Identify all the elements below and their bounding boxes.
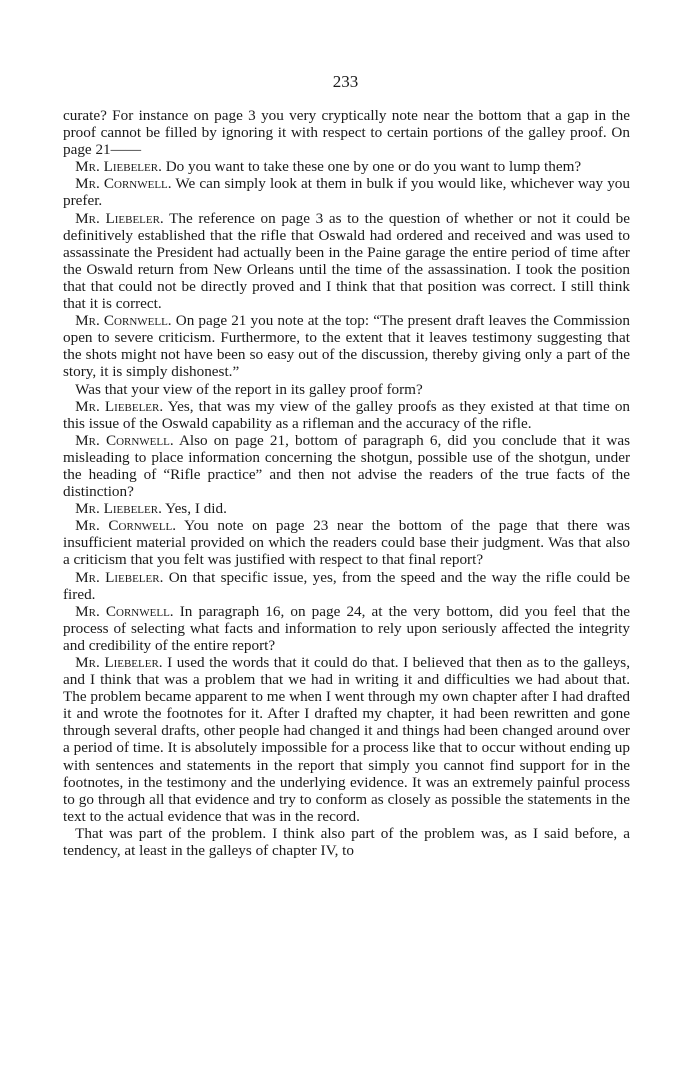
- body-text: [63, 107, 630, 859]
- speaker-label: Mr. Cornwell.: [75, 517, 177, 535]
- paragraph: [63, 569, 630, 603]
- paragraph: [63, 603, 630, 654]
- paragraph: [63, 517, 630, 568]
- paragraph: [63, 654, 630, 825]
- paragraph: [63, 825, 630, 859]
- paragraph-text: You note on page 23 near the bottom of the page that there was insufficient material provided on which the readers could base their judgment. Was that also a criticism that you felt was justified with respect to that final report?: [63, 517, 630, 569]
- speaker-label: Mr. Cornwell.: [75, 312, 172, 330]
- paragraph-text: Was that your view of the report in its galley proof form?: [75, 380, 423, 398]
- paragraph: [63, 175, 630, 209]
- speaker-label: Mr. Cornwell.: [75, 431, 174, 449]
- paragraph-text: The reference on page 3 as to the question of whether or not it could be definitively established that the rifle that Oswald had ordered and received and was used to assassinate the President had actually been in the Paine garage the entire period of time after the Oswald return from New Orleans until the time of the assassination. I took the position that that could not be directly proved and I think that that position was correct. I still think that it is correct.: [63, 209, 630, 313]
- speaker-label: Mr. Liebeler.: [75, 397, 164, 415]
- paragraph: [63, 210, 630, 313]
- page-number: 233: [332, 72, 359, 91]
- speaker-label: Mr. Liebeler.: [75, 568, 164, 586]
- paragraph: [63, 432, 630, 500]
- paragraph-text: That was part of the problem. I think also part of the problem was, as I said before, a tendency, at least in the galleys of chapter IV, to: [63, 824, 630, 860]
- paragraph-text: We can simply look at them in bulk if you would like, whichever way you prefer.: [63, 175, 630, 210]
- speaker-label: Mr. Liebeler.: [75, 500, 162, 518]
- paragraph-text: On that specific issue, yes, from the speed and the way the rifle could be fired.: [63, 568, 631, 603]
- speaker-label: Mr. Cornwell.: [75, 602, 174, 620]
- paragraph-text: In paragraph 16, on page 24, at the very bottom, did you feel that the process of selecting what facts and information to rely upon seriously affected the integrity and credibility of the entire report?: [63, 602, 630, 654]
- paragraph: [63, 107, 630, 158]
- paragraph: [63, 381, 630, 398]
- paragraph-text: On page 21 you note at the top: “The present draft leaves the Commission open to severe criticism. Furthermore, to the extent that it leaves testimony suggesting that the shots might not have been so easy out of the discussion, thereby giving only a part of the story, it is simply dishonest.”: [63, 312, 630, 381]
- paragraph-text: Yes, that was my view of the galley proofs as they existed at that time on this issue of the Oswald capability as a rifleman and the accuracy of the rifle.: [63, 397, 631, 432]
- paragraph-text: Also on page 21, bottom of paragraph 6, did you conclude that it was misleading to place information concerning the shotgun, possible use of the shotgun, under the heading of “Rifle practice” and then not advise the readers of the true facts of the distinction?: [63, 431, 630, 501]
- paragraph: [63, 500, 630, 517]
- paragraph: [63, 312, 630, 380]
- speaker-label: Mr. Liebeler.: [75, 158, 162, 176]
- speaker-label: Mr. Liebeler.: [75, 209, 164, 227]
- paragraph-text: curate? For instance on page 3 you very cryptically note near the bottom that a gap in the proof cannot be filled by ignoring it with respect to certain portions of the galley proof. On page 21——: [63, 107, 630, 159]
- paragraph-text: Yes, I did.: [165, 500, 227, 518]
- paragraph-text: I used the words that it could do that. I believed that then as to the galleys, and I think that was a problem that we had in writing it and difficulties we had about that. The problem became apparent to me when I went through my own chapter after I had drafted it and wrote the footnotes for it. After I drafted my chapter, it had been rewritten and gone through several drafts, other people had changed it and things had been changed around over a period of time. It is absolutely impossible for a process like that to occur without ending up with sentences and statements in the report that simply you cannot find support for in the footnotes, in the testimony and the underlying evidence. It was an extremely painful process to go through all that evidence and try to conform as closely as possible the statements in the text to the actual evidence that was in the record.: [63, 654, 631, 825]
- paragraph: [63, 398, 630, 432]
- speaker-label: Mr. Liebeler.: [75, 654, 163, 671]
- speaker-label: Mr. Cornwell.: [75, 175, 172, 193]
- paragraph-text: Do you want to take these one by one or do you want to lump them?: [165, 158, 582, 176]
- paragraph: [63, 158, 630, 175]
